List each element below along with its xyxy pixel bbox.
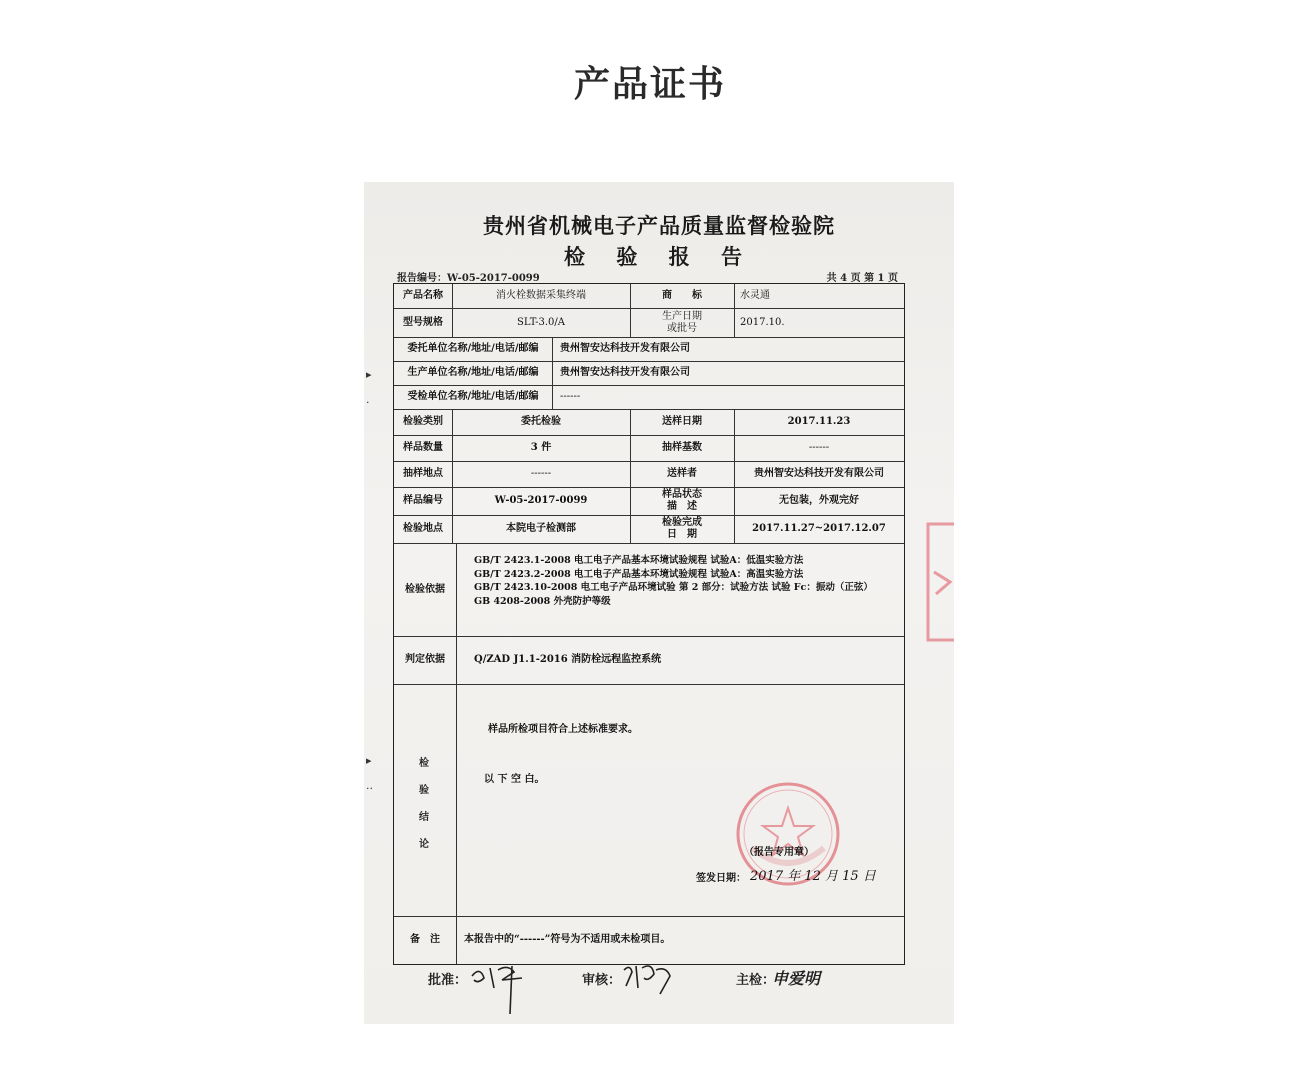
sample-state-label: 样品状态 描 述 <box>662 489 702 512</box>
production-date: 2017.10. <box>740 316 785 328</box>
trademark: 水灵通 <box>740 290 770 301</box>
basis-item: GB 4208-2008 外壳防护等级 <box>474 595 611 607</box>
scan-mark: ▸ <box>366 368 372 381</box>
conclusion-label-char: 验 <box>419 785 429 796</box>
chief-label: 主检： <box>736 973 776 988</box>
issue-date-handwritten: 2017 年 12 月 15 日 <box>750 869 876 884</box>
sample-date-label: 送样日期 <box>662 416 702 427</box>
report-title: 检 验 报 告 <box>564 244 754 269</box>
inspected: ------ <box>560 391 581 402</box>
model-label: 型号规格 <box>403 316 443 328</box>
basis-list <box>474 554 873 608</box>
review-label: 审核： <box>582 973 622 988</box>
sample-qty-label: 样品数量 <box>403 442 443 453</box>
producer-label: 生产单位名称/地址/电话/邮编 <box>407 367 539 378</box>
org-name: 贵州省机械电子产品质量监督检验院 <box>483 213 835 238</box>
remark: 本报告中的“------”符号为不适用或未检项目。 <box>464 934 671 945</box>
reviewer-signature <box>620 960 680 1000</box>
sampling-place-label: 抽样地点 <box>403 468 443 479</box>
remark-label: 备 注 <box>410 934 440 945</box>
production-date-label: 生产日期 或批号 <box>662 310 702 334</box>
basis-label: 检验依据 <box>405 583 445 595</box>
sample-no-label: 样品编号 <box>403 495 443 506</box>
page-title: 产品证书 <box>573 64 726 105</box>
sample-state: 无包装，外观完好 <box>779 495 859 506</box>
conclusion-label-char: 论 <box>419 839 429 850</box>
seal-note: （报告专用章） <box>744 847 814 858</box>
page-info: 共 4 页 第 1 页 <box>826 273 898 284</box>
place: 本院电子检测部 <box>506 523 576 534</box>
scan-mark: ▸ <box>366 754 372 767</box>
report-form <box>393 283 905 965</box>
approve-label: 批准： <box>428 973 468 988</box>
inspection-type: 委托检验 <box>521 416 561 427</box>
producer: 贵州智安达科技开发有限公司 <box>560 367 690 378</box>
sender: 贵州智安达科技开发有限公司 <box>754 468 884 479</box>
scan-mark: ·· <box>366 782 373 795</box>
place-label: 检验地点 <box>403 523 443 534</box>
product-name: 消火栓数据采集终端 <box>496 290 586 301</box>
sampling-base: ------ <box>808 442 830 453</box>
client: 贵州智安达科技开发有限公司 <box>560 343 690 354</box>
issue-date-label: 签发日期： <box>696 873 746 884</box>
inspection-type-label: 检验类别 <box>403 416 443 427</box>
inspected-label: 受检单位名称/地址/电话/邮编 <box>407 391 539 402</box>
partial-seal <box>926 522 954 642</box>
report-number: 报告编号：W-05-2017-0099 <box>397 273 540 284</box>
judge-label: 判定依据 <box>405 654 445 665</box>
model: SLT-3.0/A <box>517 316 565 328</box>
basis-item: GB/T 2423.10-2008 电工电子产品环境试验 第 2 部分：试验方法 试验 Fc：振动（正弦） <box>474 582 873 593</box>
complete-date-label: 检验完成 日 期 <box>662 517 702 540</box>
conclusion-text: 样品所检项目符合上述标准要求。 <box>488 724 638 735</box>
conclusion-label-char: 检 <box>419 758 429 769</box>
blank-text: 以 下 空 白。 <box>484 774 545 785</box>
trademark-label: 商 标 <box>662 290 702 301</box>
basis-item: GB/T 2423.1-2008 电工电子产品基本环境试验规程 试验A：低温实验方法 <box>474 555 804 566</box>
certificate-scan <box>364 182 954 1024</box>
sender-label: 送样者 <box>667 468 697 479</box>
sampling-base-label: 抽样基数 <box>662 442 702 453</box>
scan-mark: · <box>366 396 370 409</box>
product-name-label: 产品名称 <box>403 290 443 301</box>
basis-item: GB/T 2423.2-2008 电工电子产品基本环境试验规程 试验A：高温实验方法 <box>474 568 804 580</box>
judge: Q/ZAD J1.1-2016 消防栓远程监控系统 <box>474 654 662 665</box>
sample-no: W-05-2017-0099 <box>494 495 588 506</box>
sample-qty: 3 件 <box>530 442 552 453</box>
conclusion-label-char: 结 <box>419 812 429 823</box>
approver-signature <box>468 958 538 1018</box>
sample-date: 2017.11.23 <box>787 416 851 427</box>
complete-date: 2017.11.27~2017.12.07 <box>752 523 886 534</box>
chief-signature: 申爱明 <box>772 969 821 988</box>
sampling-place: ------ <box>530 468 552 479</box>
client-label: 委托单位名称/地址/电话/邮编 <box>407 343 539 354</box>
